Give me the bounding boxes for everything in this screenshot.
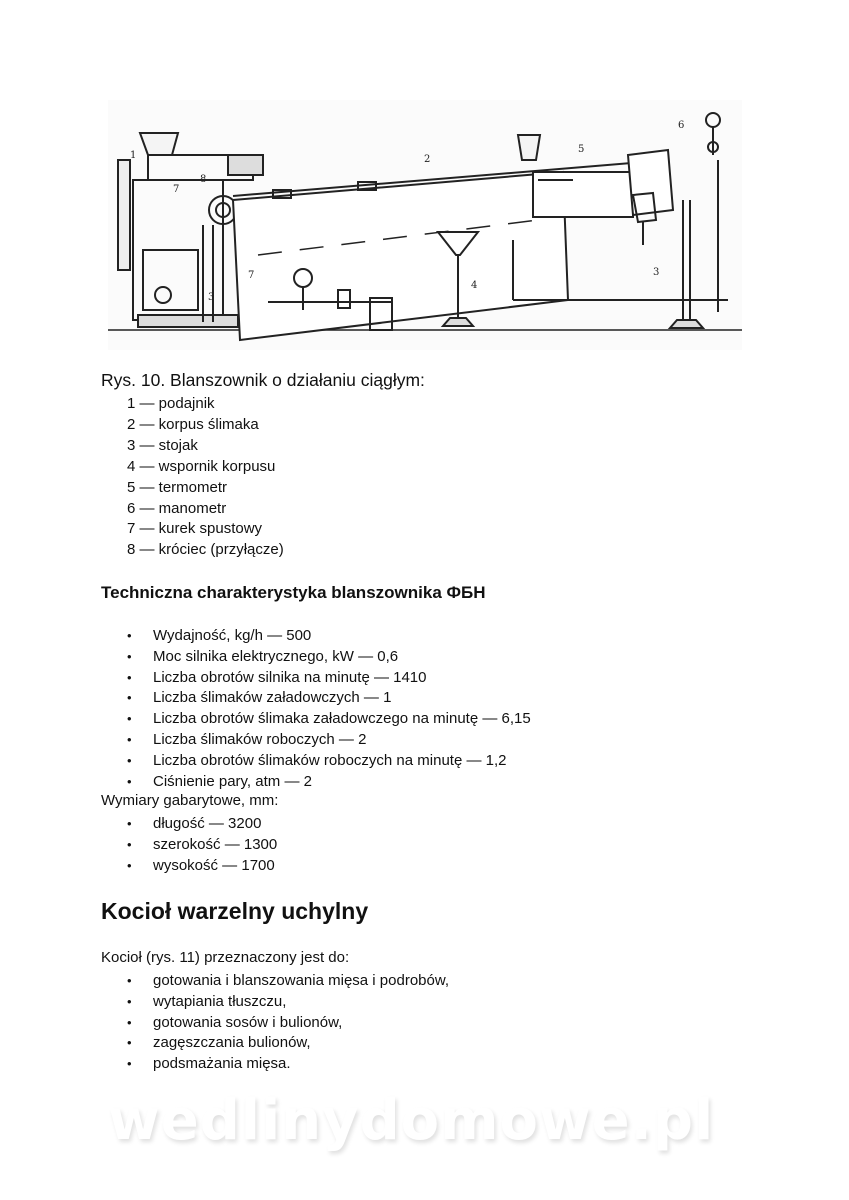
legend-item: 6 — manometr bbox=[127, 499, 227, 517]
spec-item: • Liczba obrotów ślimaków roboczych na minutę — 1,2 bbox=[101, 751, 531, 772]
legend-item: 8 — króciec (przyłącze) bbox=[127, 541, 284, 559]
dimension-item: • wysokość — 1700 bbox=[101, 856, 277, 877]
dimensions-label: Wymiary gabarytowe, mm: bbox=[101, 792, 279, 809]
svg-text:6: 6 bbox=[678, 120, 685, 131]
blancher-diagram bbox=[108, 100, 742, 350]
specs-list bbox=[101, 626, 531, 792]
legend-item: 3 — stojak bbox=[127, 436, 198, 454]
svg-text:3: 3 bbox=[208, 292, 215, 303]
section-intro: Kocioł (rys. 11) przeznaczony jest do: bbox=[101, 949, 350, 966]
specs-heading: Techniczna charakterystyka blanszownika ФБН bbox=[101, 583, 486, 602]
svg-text:1: 1 bbox=[130, 150, 137, 161]
svg-text:7: 7 bbox=[248, 270, 255, 281]
figure-legend bbox=[127, 394, 284, 561]
legend-item: 5 — termometr bbox=[127, 478, 228, 496]
svg-text:4: 4 bbox=[471, 280, 478, 291]
spec-item: • Liczba obrotów ślimaka załadowczego na minutę — 6,15 bbox=[101, 709, 531, 730]
svg-text:8: 8 bbox=[200, 174, 207, 185]
watermark: wedlinydomowe.pl bbox=[108, 1088, 715, 1153]
spec-item: • Liczba obrotów silnika na minutę — 1410 bbox=[101, 668, 531, 689]
svg-text:3: 3 bbox=[653, 267, 660, 278]
svg-text:5: 5 bbox=[578, 144, 585, 155]
dimensions-list bbox=[101, 814, 277, 876]
use-item: • wytapiania tłuszczu, bbox=[101, 992, 449, 1013]
use-item: • gotowania sosów i bulionów, bbox=[101, 1013, 449, 1034]
legend-item: 1 — podajnik bbox=[127, 395, 215, 412]
svg-text:7: 7 bbox=[173, 184, 180, 195]
legend-item: 4 — wspornik korpusu bbox=[127, 457, 276, 475]
use-item: • gotowania i blanszowania mięsa i podrobów, bbox=[101, 971, 449, 992]
use-item: • podsmażania mięsa. bbox=[101, 1054, 449, 1075]
spec-item: • Liczba ślimaków roboczych — 2 bbox=[101, 730, 531, 751]
section-heading: Kocioł warzelny uchylny bbox=[101, 898, 369, 924]
svg-text:2: 2 bbox=[424, 154, 431, 165]
uses-list bbox=[101, 971, 449, 1075]
blancher-drawing bbox=[108, 100, 742, 350]
figure-caption: Rys. 10. Blanszownik o działaniu ciągłym: bbox=[101, 370, 425, 390]
dimension-item: • szerokość — 1300 bbox=[101, 835, 277, 856]
spec-item: • Wydajność, kg/h — 500 bbox=[101, 626, 531, 647]
legend-item: 7 — kurek spustowy bbox=[127, 520, 263, 538]
dimension-item: • długość — 3200 bbox=[101, 814, 277, 835]
spec-item: • Ciśnienie pary, atm — 2 bbox=[101, 772, 531, 793]
spec-item: • Moc silnika elektrycznego, kW — 0,6 bbox=[101, 647, 531, 668]
spec-item: • Liczba ślimaków załadowczych — 1 bbox=[101, 688, 531, 709]
legend-item: 2 — korpus ślimaka bbox=[127, 415, 259, 433]
use-item: • zagęszczania bulionów, bbox=[101, 1033, 449, 1054]
